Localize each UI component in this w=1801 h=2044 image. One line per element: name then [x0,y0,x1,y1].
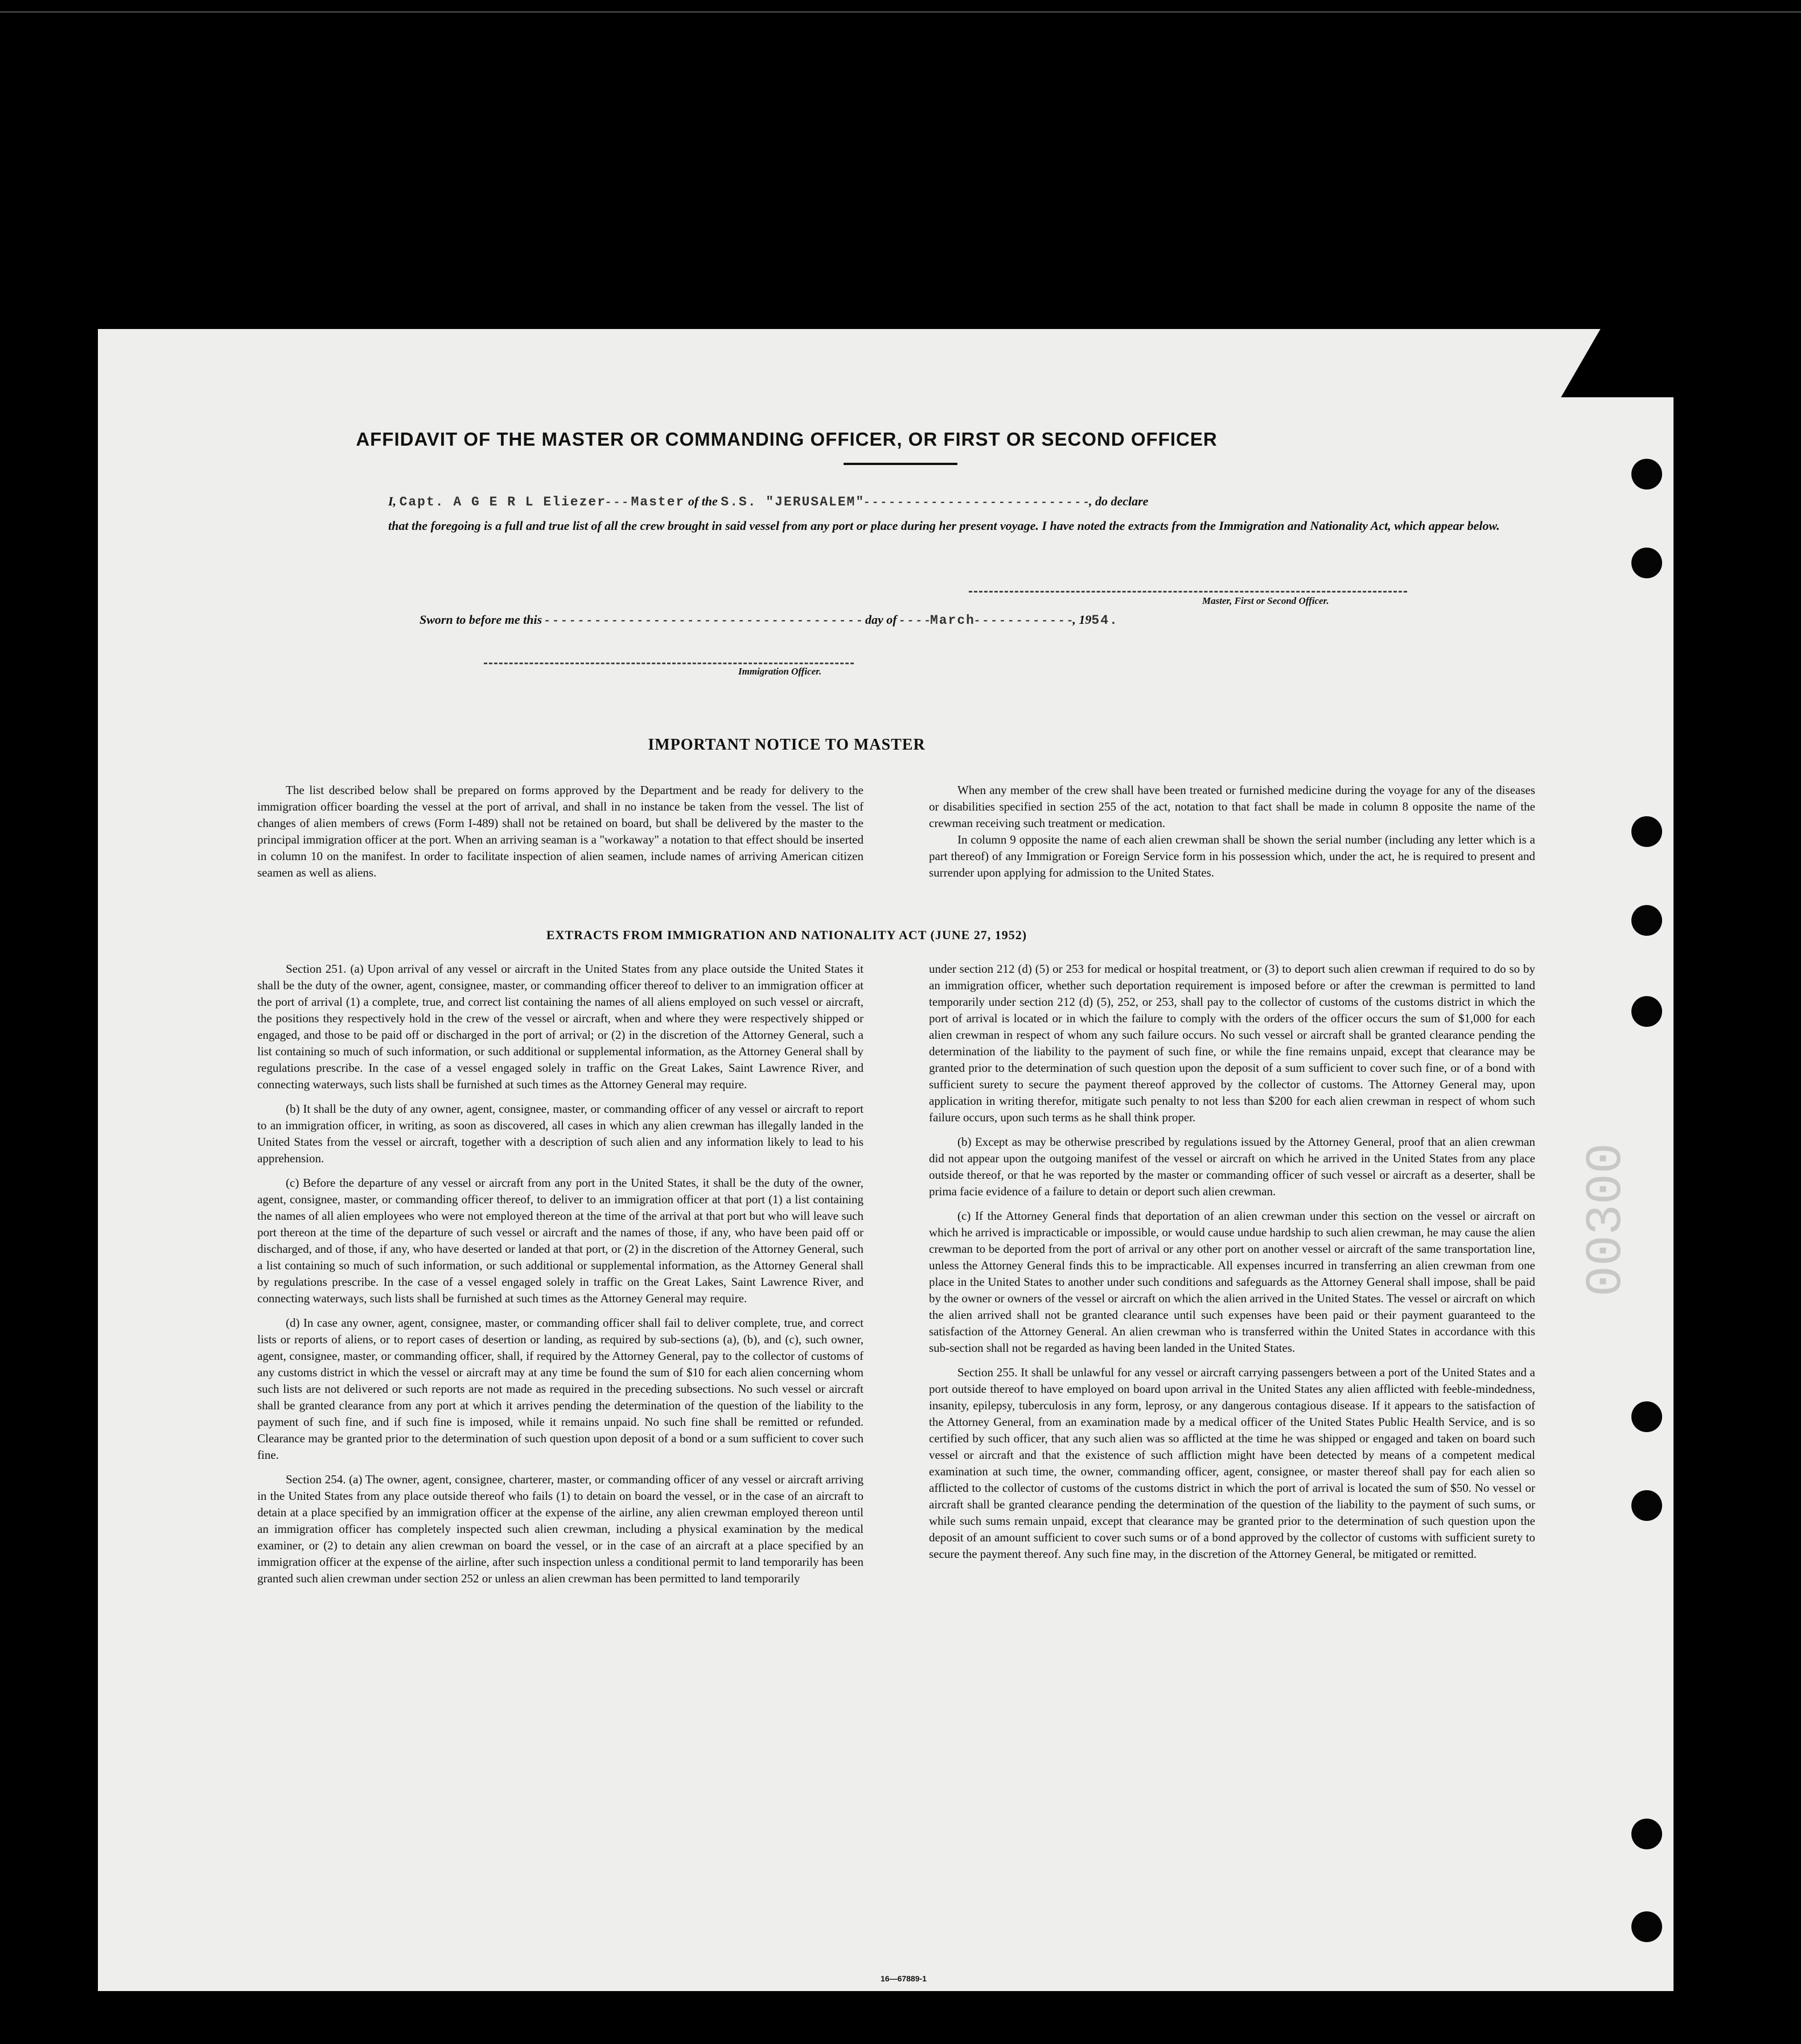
punch-hole [1631,1401,1662,1432]
act-paragraph: (b) Except as may be otherwise prescribed by regulations issued by the Attorney General, proof that an alien crewman did not appear upon the outgoing manifest of the vessel or aircraft on which he arrived in the United States from any place outside thereof, or that he was reported by the master or commanding officer of such vessel or aircraft as a deserter, shall be prima facie evidence of a failure to detain or deport such alien crewman. [929,1135,1535,1198]
notice-left-column [257,782,864,889]
declaration-body: that the foregoing is a full and true list of all the crew brought in said vessel from any port or place during her present voyage. I have noted the extracts from the Immigration and Nationality Act, which appear below. [388,519,1500,533]
punch-hole [1631,1490,1662,1521]
act-paragraph: Section 255. It shall be unlawful for any vessel or aircraft carrying passengers between a port of the United States and a port outside thereof to have employed on board upon arrival in the United States any alien afflicted with feeble-mindedness, insanity, epilepsy, tuberculosis in any form, leprosy, or any dangerous contagious disease. If it appears to the satisfaction of the Attorney General, from an examination made by a medical officer of the United States Public Health Service, and is so certified by such officer, that any such alien was so afflicted at the time he was shipped or engaged and taken on board such vessel or aircraft and that the existence of such affliction might have been detected by means of a competent medical examination at such time, the owner, commanding officer, agent, consignee, or master thereof shall pay for each alien so afflicted to the collector of customs of the customs district in which the port of arrival is located the sum of $50. No vessel or aircraft shall be granted clearance pending the determination of the question of the liability to the payment of such sums, or while such sums remain unpaid, except that clearance may be granted prior to the determination of such question upon the deposit of an amount sufficient to cover such sums or of a bond approved by the collector of customs with sufficient surety to secure the payment thereof. Any such fine may, in the discretion of the Attorney General, be mitigated or remitted. [929,1366,1535,1561]
document-page [98,329,1673,1991]
form-number: 16—67889-1 [881,1974,927,1983]
dots: - - - [606,494,628,508]
sworn-month: March [930,613,975,628]
affidavit-title: AFFIDAVIT OF THE MASTER OR COMMANDING OFFICER, OR FIRST OR SECOND OFFICER [356,429,1218,450]
notice-paragraph: In column 9 opposite the name of each alien crewman shall be shown the serial number (including any letter which is a part thereof) of any Immigration or Foreign Service form in his possession which, under the act, he is required to present and surrender upon applying for admission to the United States. [929,833,1535,879]
immigration-officer-caption: Immigration Officer. [738,666,822,677]
punch-hole [1631,1911,1662,1942]
dots: - - - - - - - - - - - - - - - - - - - - - - - - - - - - - - - - - - - - - - [545,612,862,627]
extracts-right-column [929,961,1535,1570]
act-paragraph: (b) It shall be the duty of any owner, agent, consignee, master, or commanding officer of any vessel or aircraft to report to an immigration officer, in writing, as soon as discovered, all cases in which any alien crewman has illegally landed in the United States from the vessel or aircraft, together with a description of such alien and any information likely to lead to his apprehension. [257,1102,864,1165]
sworn-prefix: Sworn to before me this [420,612,542,627]
act-paragraph: (c) If the Attorney General finds that deportation of an alien crewman under this section on the vessel or aircraft on which he arrived is impracticable or impossible, or would cause undue hardship to such alien crewman, he may cause the alien crewman to be deported from the port of arrival or any other port on another vessel or aircraft of the same transportation line, unless the Attorney General finds this to be impracticable. All expenses incurred in transferring an alien crewman from one place in the United States to another under such conditions and safeguards as the Attorney General shall impose, shall be paid by the owner or owners of the vessel or aircraft on which the alien arrived in the United States. The vessel or aircraft on which the alien arrived shall not be granted clearance until such expenses have been paid or their payment guaranteed to the satisfaction of the Attorney General. An alien crewman who is transferred within the United States in accordance with this sub-section shall not be regarded as having been landed in the United States. [929,1209,1535,1355]
dots: - - - - [900,612,930,627]
do-declare-label: , do declare [1088,494,1149,508]
act-paragraph: Section 251. (a) Upon arrival of any vessel or aircraft in the United States from any place outside the United States it shall be the duty of the owner, agent, consignee, master, or commanding officer thereof to deliver to an immigration officer at the port of arrival (1) a complete, true, and correct list containing the names of all aliens employed on such vessel or aircraft, the positions they respectively hold in the crew of the vessel or aircraft, when and where they were respectively shipped or engaged, and those to be paid off or discharged in the port of arrival; or (2) in the discretion of the Attorney General, such a list containing so much of such information, or such additional or supplemental information, as the Attorney General shall by regulations prescribe. In the case of a vessel engaged solely in traffic on the Great Lakes, Saint Lawrence River, and connecting waterways, such lists shall be furnished at such times as the Attorney General may require. [257,962,864,1091]
immigration-officer-line [484,663,854,664]
punch-hole [1631,459,1662,490]
faded-stamp: 00300 [1578,1142,1636,1297]
act-paragraph: Section 254. (a) The owner, agent, consignee, charterer, master, or commanding officer of any vessel or aircraft arriving in the United States from any place outside thereof who fails (1) to detain on board the vessel, or in the case of an aircraft to detain at a place specified by an immigration officer at the expense of the airline, any alien crewman employed thereon until an immigration officer has completely inspected such alien crewman, including a physical examination by the medical examiner, or (2) to detain any alien crewman on board the vessel, or in the case of an aircraft at a place specified by an immigration officer at the expense of the airline, after such inspection unless a conditional permit to land temporarily has been granted such alien crewman under section 252 or unless an alien crewman has been permitted to land temporarily [257,1473,864,1585]
master-signature-line [969,591,1407,593]
extracts-title: EXTRACTS FROM IMMIGRATION AND NATIONALITY ACT (JUNE 27, 1952) [546,928,1027,942]
punch-hole [1631,548,1662,578]
vessel-name: S.S. "JERUSALEM" [721,495,865,509]
act-paragraph: under section 212 (d) (5) or 253 for medical or hospital treatment, or (3) to deport such alien crewman if required to do so by an immigration officer, whether such deportation requirement is imposed before or after the crewman is permitted to land temporarily under section 212 (d) (5), 252, or 253, shall pay to the collector of customs of the customs district in which the port of arrival is located or in which the failure to comply with the orders of the officer occurs the sum of $1,000 for each alien crewman in respect of whom any such failure occurs. No such vessel or aircraft shall be granted clearance pending the determination of the liability to the payment of such fine, or while the fine remains unpaid, except that clearance may be granted prior to the determination of such question upon the deposit of a sum sufficient to cover such fine, or of a bond with sufficient surety to secure the payment thereof approved by the collector of customs. The Attorney General may, upon application in writing therefor, mitigate such penalty to not less than $200 for each alien crewman in respect of whom such failure occurs, upon such terms as he shall think proper. [929,962,1535,1124]
notice-paragraph: The list described below shall be prepared on forms approved by the Department and be ready for delivery to the immigration officer boarding the vessel at the port of arrival, and shall in no instance be taken from the vessel. The list of changes of alien members of crews (Form I-489) shall not be retained on board, but shall be delivered by the master to the principal immigration officer at the port. When an arriving seaman is a "workaway" a notation to that effect should be inserted in column 10 on the manifest. In order to facilitate inspection of alien seamen, include names of arriving American citizen seamen as well as aliens. [257,783,864,879]
day-of-label: day of [865,612,897,627]
extracts-left-column [257,961,864,1595]
punch-hole [1631,1819,1662,1849]
year-prefix: , 19 [1072,612,1092,627]
master-rank: Master [631,495,685,509]
dots: - - - - - - - - - - - - [974,612,1073,627]
punch-hole [1631,905,1662,936]
dots: - - - - - - - - - - - - - - - - - - - - - - - - - - - [865,494,1089,508]
act-paragraph: (d) In case any owner, agent, consignee, master, or commanding officer shall fail to deliver complete, true, and correct lists or reports of aliens, or to report cases of desertion or landing, as required by sub-sections (a), (b), and (c), such owner, agent, consignee, master, or commanding officer, shall, if required by the Attorney General, pay to the collector of customs of any customs district in which the vessel or aircraft may at any time be found the sum of $10 for each alien concerning whom such lists are not delivered or such reports are not made as required in the preceding subsections. No such vessel or aircraft shall be granted clearance from any port at which it arrives pending the determination of the question of the liability to the payment of such fine, and if such fine is imposed, while it remains unpaid. No such fine shall be remitted or refunded. Clearance may be granted prior to the determination of such question upon deposit of a bond or a sum sufficient to cover such fine. [257,1316,864,1462]
torn-corner [1561,329,1673,397]
title-rule [844,463,957,465]
notice-paragraph: When any member of the crew shall have been treated or furnished medicine during the voyage for any of the diseases or disabilities specified in section 255 of the act, notation to that fact shall be made in column 8 opposite the name of the crewman receiving such treatment or medication. [929,783,1535,830]
top-border-line [0,11,1801,13]
notice-right-column [929,782,1535,889]
of-the-label: of the [688,494,718,508]
punch-hole [1631,816,1662,847]
punch-hole [1631,996,1662,1027]
declaration-block [388,490,1504,538]
declaration-i: I, [388,494,397,508]
sworn-line [420,612,1119,628]
master-name: Capt. A G E R L Eliezer [399,495,607,509]
act-paragraph: (c) Before the departure of any vessel or aircraft from any port in the United States, it shall be the duty of the owner, agent, consignee, master, or commanding officer thereof, to deliver to an immigration officer at that port (1) a list containing the names of all alien employees who were not employed thereon at the time of the arrival at that port but who will leave such port thereon at the time of the departure of such vessel or aircraft and the names of those, if any, who have been paid off or discharged, and of those, if any, who have deserted or landed at that port, or (2) in the discretion of the Attorney General, such a list containing so much of such information, or such additional or supplemental information, as the Attorney General shall by regulations prescribe. In the case of a vessel engaged solely in traffic on the Great Lakes, Saint Lawrence River, and connecting waterways, such lists shall be furnished at such times as the Attorney General may require. [257,1176,864,1305]
notice-title: IMPORTANT NOTICE TO MASTER [648,736,926,754]
master-signature-caption: Master, First or Second Officer. [1202,595,1329,606]
sworn-year: 54. [1091,613,1119,628]
